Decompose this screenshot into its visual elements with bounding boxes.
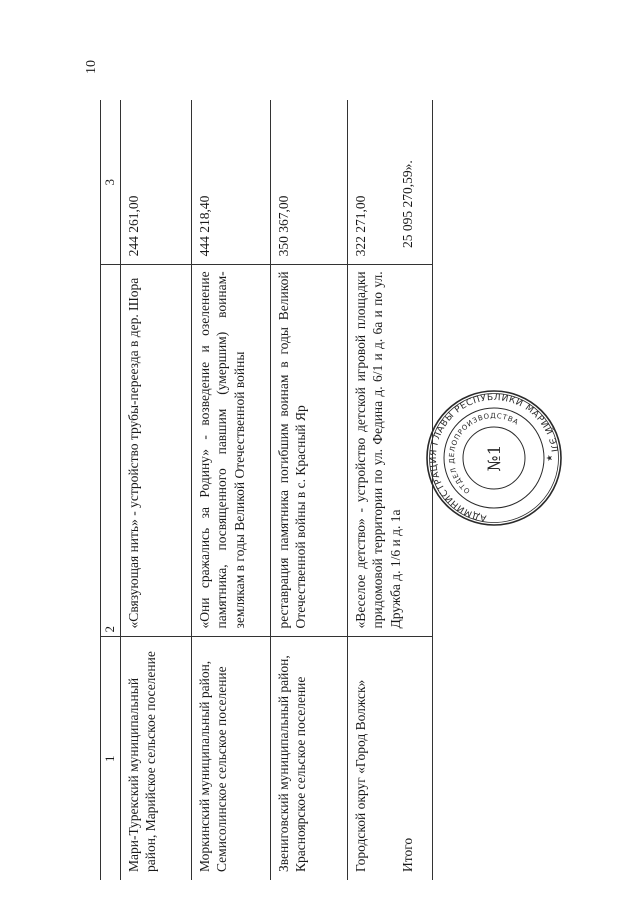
municipality-cell: Городской округ «Город Волжск» <box>347 637 432 880</box>
municipality-cell: Звениговский муниципальный район, Красноярское сельское поселение <box>270 637 347 880</box>
amount-cell: 350 367,00 <box>270 100 347 265</box>
stamp-star-icon: ★ <box>545 454 554 462</box>
table-row <box>270 100 347 880</box>
project-cell: «Они сражались за Родину» - возведение и озеленение памятника, посвященного павшим (умершим) воинам-землякам в годы Великой Отечественной войны <box>191 265 270 637</box>
total-label: Итого <box>400 837 415 872</box>
table-row <box>347 100 432 880</box>
amount-cell: 244 261,00 <box>120 100 191 265</box>
column-header-2: 2 <box>101 265 121 637</box>
total-value: 25 095 270,59». <box>400 160 415 248</box>
table-header-row <box>101 100 121 880</box>
column-header-1: 1 <box>101 637 121 880</box>
municipality-cell: Мари-Турекский муниципальный район, Марийское сельское поселение <box>120 637 191 880</box>
page-number: 10 <box>84 60 99 74</box>
stamp-number: №1 <box>485 444 505 472</box>
project-cell: «Веселое детство» - устройство детской игровой площадки придомовой территории по ул. Федина д. 6/1 и д. 6а и по ул. Дружба д. 1/6 и д. 1а <box>347 265 432 637</box>
official-seal-stamp <box>424 388 564 528</box>
stamp-inner-text: ОТДЕЛ ДЕЛОПРОИЗВОДСТВА <box>447 411 521 496</box>
table-row <box>120 100 191 880</box>
table-row <box>191 100 270 880</box>
column-header-3: 3 <box>101 100 121 265</box>
amount-cell: 322 271,00 <box>347 100 432 265</box>
project-cell: реставрация памятника погибшим воинам в годы Великой Отечественной войны в с. Красный Яр <box>270 265 347 637</box>
allocation-table <box>100 100 433 880</box>
project-cell: «Связующая нить» - устройство трубы-переезда в дер. Шора <box>120 265 191 637</box>
amount-cell: 444 218,40 <box>191 100 270 265</box>
municipality-cell: Моркинский муниципальный район, Семисолинское сельское поселение <box>191 637 270 880</box>
stamp-outer-text: АДМИНИСТРАЦИЯ ГЛАВЫ РЕСПУБЛИКИ МАРИЙ ЭЛ <box>428 392 559 523</box>
